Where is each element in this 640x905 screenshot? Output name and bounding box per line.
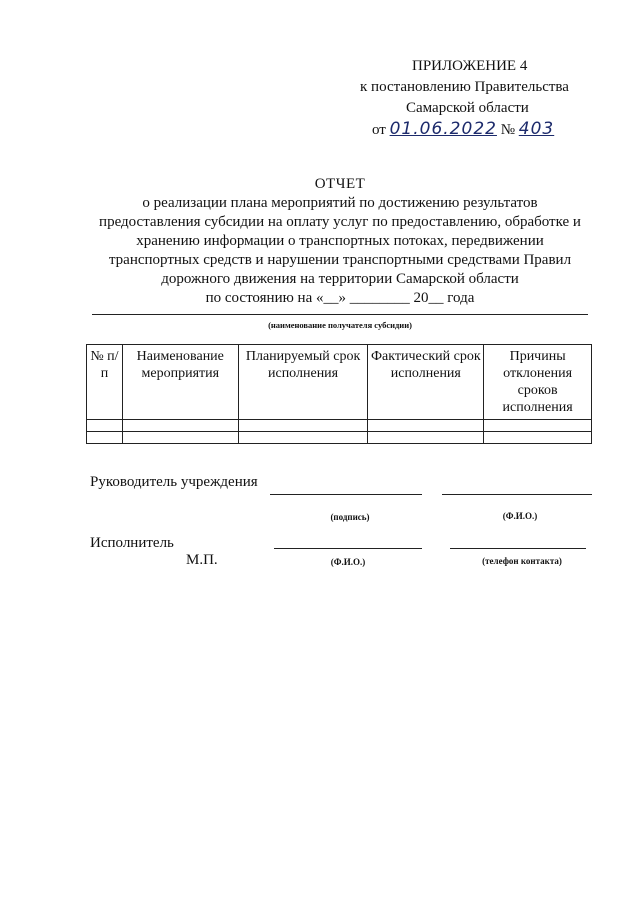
number-label: №	[500, 122, 516, 138]
head-label: Руководитель учреждения	[90, 474, 258, 490]
header-planned-date: Планируемый срок исполнения	[238, 345, 368, 420]
table-cell	[238, 432, 368, 444]
head-fio-line	[442, 494, 592, 495]
plan-table	[86, 344, 592, 444]
handwritten-number: 403	[518, 119, 555, 139]
report-date-line: по состоянию на «__» ________ 20__ года	[205, 290, 475, 306]
recipient-line	[92, 314, 588, 315]
report-line: транспортных средств и нарушении транспортными средствами Правил	[108, 252, 572, 268]
executor-fio-caption: (Ф.И.О.)	[330, 557, 366, 567]
report-line: о реализации плана мероприятий по достижению результатов	[142, 195, 538, 211]
report-line: дорожного движения на территории Самарской области	[161, 271, 519, 287]
head-fio-caption: (Ф.И.О.)	[502, 511, 538, 521]
table-cell	[87, 420, 123, 432]
appendix-date-line	[360, 119, 620, 141]
phone-line	[450, 548, 586, 549]
stamp-label: М.П.	[186, 552, 218, 568]
report-line: хранению информации о транспортных потоках, передвижении	[136, 233, 544, 249]
appendix-region: Самарской области	[406, 100, 529, 116]
signature-caption: (подпись)	[330, 512, 370, 522]
header-event: Наименование мероприятия	[122, 345, 238, 420]
table-cell	[484, 420, 592, 432]
header-number: № п/п	[87, 345, 123, 420]
executor-label: Исполнитель	[90, 535, 174, 551]
signature-line	[270, 494, 422, 495]
executor-fio-line	[274, 548, 422, 549]
table-cell	[484, 432, 592, 444]
handwritten-date: 01.06.2022	[389, 119, 497, 139]
table-cell	[87, 432, 123, 444]
table-cell	[122, 420, 238, 432]
report-line: предоставления субсидии на оплату услуг по предоставлению, обработке и	[99, 214, 581, 230]
appendix-title: ПРИЛОЖЕНИЕ 4	[412, 58, 528, 74]
table-cell	[122, 432, 238, 444]
recipient-caption: (наименование получателя субсидии)	[268, 320, 412, 330]
phone-caption: (телефон контакта)	[482, 556, 562, 566]
appendix-block	[360, 56, 620, 141]
table-cell	[368, 432, 484, 444]
header-actual-date: Фактический срок исполнения	[368, 345, 484, 420]
table-row	[87, 420, 592, 432]
report-title-block	[60, 175, 620, 308]
table-row	[87, 432, 592, 444]
table-cell	[238, 420, 368, 432]
from-prefix: от	[372, 122, 386, 138]
header-deviation-reasons: Причины отклонения сроков исполнения	[484, 345, 592, 420]
appendix-resolution: к постановлению Правительства	[360, 79, 569, 95]
table-header-row	[87, 345, 592, 420]
table-cell	[368, 420, 484, 432]
report-heading: ОТЧЕТ	[314, 176, 366, 192]
